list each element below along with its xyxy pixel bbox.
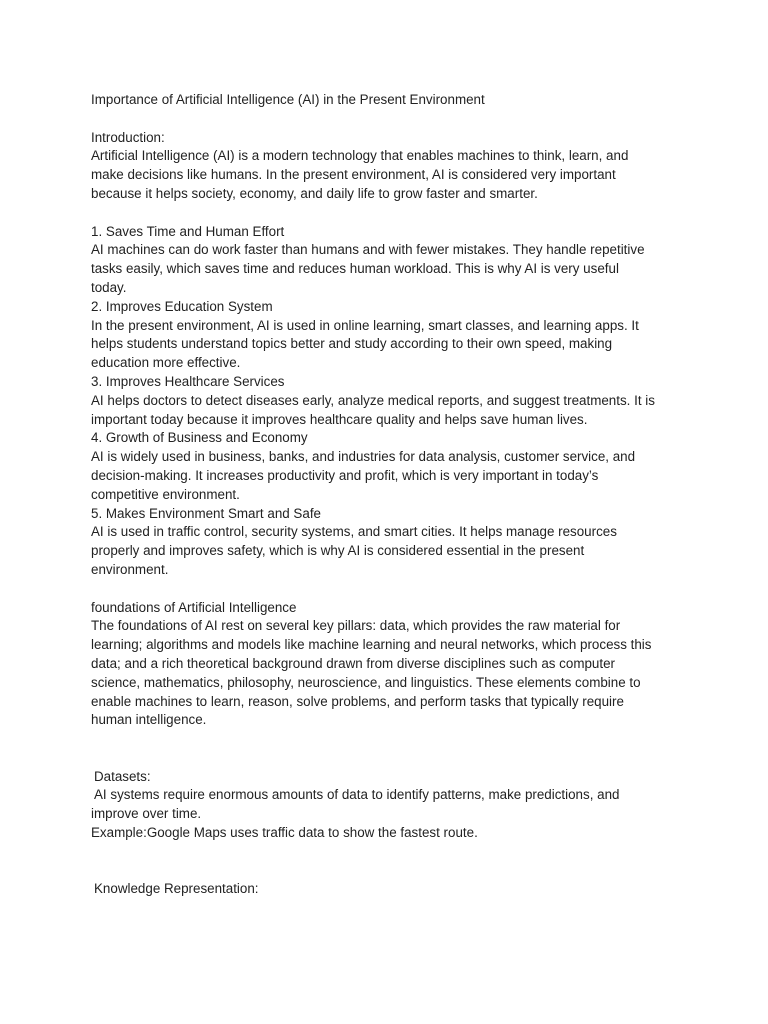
foundations-line: science, mathematics, philosophy, neuroscience, and linguistics. These elements combine to <box>91 674 641 690</box>
spacer <box>91 204 681 223</box>
section-line: AI helps doctors to detect diseases early, analyze medical reports, and suggest treatments. It is <box>91 392 655 408</box>
intro-heading: Introduction: <box>91 129 165 145</box>
section-line: AI machines can do work faster than humans and with fewer mistakes. They handle repetitive <box>91 242 645 258</box>
section-line: decision-making. It increases productivity and profit, which is very important in today’s <box>91 467 599 483</box>
foundations-line: data; and a rich theoretical background drawn from diverse disciplines such as computer <box>91 655 615 671</box>
intro-line: Artificial Intelligence (AI) is a modern technology that enables machines to think, learn, and <box>91 148 629 164</box>
section-line: important today because it improves healthcare quality and helps save human lives. <box>91 411 588 427</box>
foundations-line: enable machines to learn, reason, solve problems, and perform tasks that typically require <box>91 693 624 709</box>
spacer <box>91 730 681 749</box>
section-heading: 1. Saves Time and Human Effort <box>91 223 285 239</box>
spacer <box>91 580 681 599</box>
datasets-line: improve over time. <box>91 806 202 822</box>
intro-line: make decisions like humans. In the present environment, AI is considered very important <box>91 167 616 183</box>
datasets-line: AI systems require enormous amounts of data to identify patterns, make predictions, and <box>94 787 620 803</box>
section-line: AI is widely used in business, banks, and industries for data analysis, customer service, and <box>91 449 636 465</box>
spacer <box>91 110 681 129</box>
section-line: tasks easily, which saves time and reduces human workload. This is why AI is very useful <box>91 261 619 277</box>
datasets-heading: Datasets: <box>94 768 151 784</box>
section-line: competitive environment. <box>91 486 240 502</box>
foundations-line: human intelligence. <box>91 712 207 728</box>
section-line: properly and improves safety, which is why AI is considered essential in the present <box>91 543 585 559</box>
knowledge-heading: Knowledge Representation: <box>94 881 259 897</box>
section-line: today. <box>91 279 127 295</box>
spacer <box>91 749 681 768</box>
section-line: education more effective. <box>91 355 241 371</box>
document-title: Importance of Artificial Intelligence (AI) in the Present Environment <box>91 92 485 107</box>
section-heading: 4. Growth of Business and Economy <box>91 430 308 446</box>
foundations-line: The foundations of AI rest on several key pillars: data, which provides the raw material for <box>91 618 621 634</box>
section-line: helps students understand topics better and study according to their own speed, making <box>91 336 613 352</box>
spacer <box>91 843 681 862</box>
section-heading: 2. Improves Education System <box>91 298 273 314</box>
spacer <box>91 862 681 881</box>
foundations-line: learning; algorithms and models like machine learning and neural networks, which process this <box>91 637 652 653</box>
foundations-heading: foundations of Artificial Intelligence <box>91 599 297 615</box>
section-line: environment. <box>91 561 169 577</box>
section-line: AI is used in traffic control, security systems, and smart cities. It helps manage resources <box>91 524 617 540</box>
datasets-example: Example:Google Maps uses traffic data to show the fastest route. <box>91 825 478 841</box>
intro-line: because it helps society, economy, and daily life to grow faster and smarter. <box>91 185 538 201</box>
section-heading: 5. Makes Environment Smart and Safe <box>91 505 321 521</box>
document-page <box>91 91 681 899</box>
section-line: In the present environment, AI is used in online learning, smart classes, and learning apps. It <box>91 317 639 333</box>
section-heading: 3. Improves Healthcare Services <box>91 373 285 389</box>
